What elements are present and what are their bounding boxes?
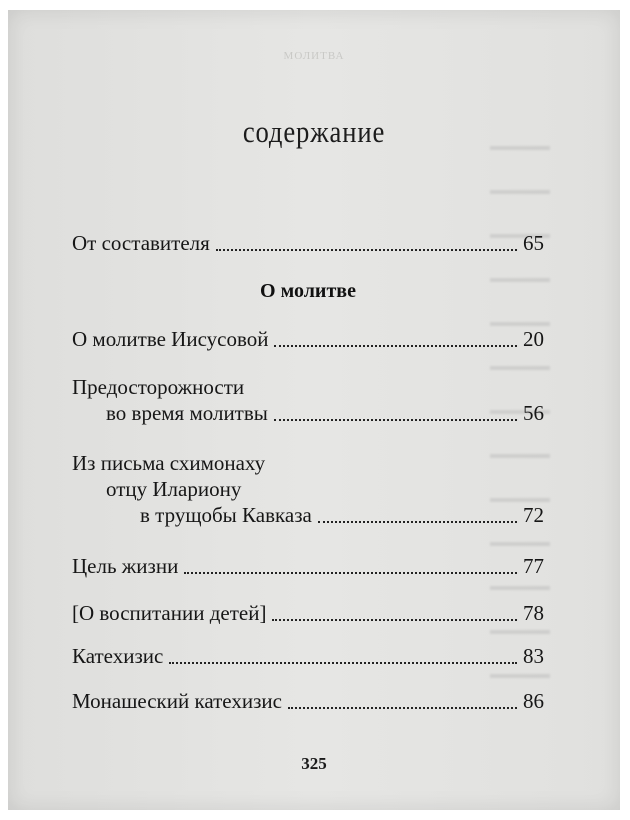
dot-leader (274, 411, 517, 421)
dot-leader (184, 564, 517, 574)
toc-entry[interactable] (72, 230, 544, 256)
toc-entry-line (72, 688, 544, 714)
toc-page-number: 77 (523, 554, 544, 578)
dot-leader (318, 513, 517, 523)
toc-entry-title-cont: отцу Илариону (106, 477, 242, 501)
toc-entry[interactable] (72, 600, 544, 626)
toc-entry-title: Из письма схимонаху (72, 451, 266, 475)
toc-entry-title: Предосторожности (72, 375, 245, 399)
toc-entry[interactable] (72, 688, 544, 714)
toc-entry-title-cont: во время молитвы (106, 401, 268, 425)
book-page (8, 10, 620, 810)
dot-leader (272, 611, 517, 621)
dot-leader (288, 699, 517, 709)
toc-entry-line (72, 230, 544, 256)
toc-page-number: 20 (523, 327, 544, 351)
page-title: содержание (242, 114, 386, 149)
toc-entry-line (72, 326, 544, 352)
toc-entry-line (72, 400, 544, 426)
toc-page-number: 78 (523, 601, 544, 625)
dot-leader (274, 337, 517, 347)
toc-entry[interactable] (72, 553, 544, 579)
toc-entry[interactable] (72, 374, 544, 426)
toc-entry-title: От составителя (72, 231, 210, 255)
running-head: МОЛИТВА (283, 50, 345, 62)
toc-page-number: 56 (523, 401, 544, 425)
toc-entry[interactable] (72, 326, 544, 352)
toc-entry[interactable] (72, 450, 544, 528)
toc-entry[interactable] (72, 643, 544, 669)
page-number: 325 (301, 754, 327, 773)
toc-entry-title: О молитве Иисусовой (72, 327, 269, 351)
toc-entry-line (72, 643, 544, 669)
toc-entry-title-cont: в трущобы Кавказа (140, 503, 312, 527)
toc-page-number: 86 (523, 689, 544, 713)
toc-entry-line (72, 600, 544, 626)
toc-page-number: 83 (523, 644, 544, 668)
toc-entry-title: Катехизис (72, 644, 164, 668)
toc-entry-title: Цель жизни (72, 554, 179, 578)
dot-leader (169, 654, 517, 664)
toc-entry-title: [О воспитании детей] (72, 601, 267, 625)
toc-page-number: 72 (523, 503, 544, 527)
toc-section-heading: О молитве (260, 280, 356, 302)
toc-entry-title: Монашеский катехизис (72, 689, 282, 713)
toc-entry-line (72, 502, 544, 528)
dot-leader (216, 241, 517, 251)
toc-page-number: 65 (523, 231, 544, 255)
toc-entry-line (72, 553, 544, 579)
